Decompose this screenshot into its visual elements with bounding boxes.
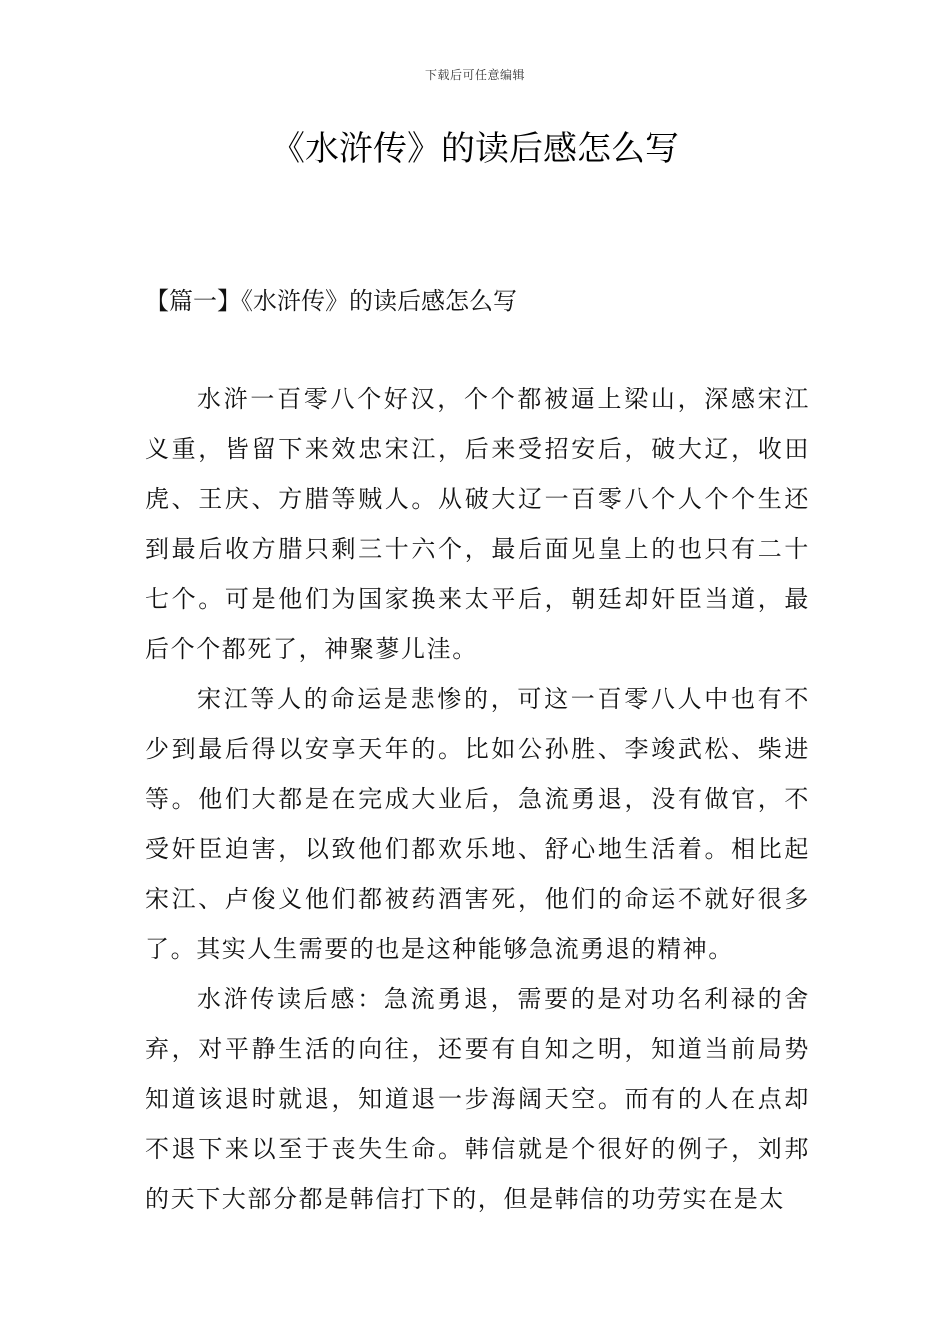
body-text — [145, 374, 810, 1224]
section-heading: 【篇一】《水浒传》的读后感怎么写 — [145, 287, 517, 315]
paragraph: 水浒传读后感：急流勇退，需要的是对功名利禄的舍弃，对平静生活的向往，还要有自知之明，知道当前局势知道该退时就退，知道退一步海阔天空。而有的人在点却不退下来以至于丧失生命。韩信就是个很好的例子，刘邦的天下大部分都是韩信打下的，但是韩信的功劳实在是太 — [145, 985, 810, 1213]
paragraph: 水浒一百零八个好汉，个个都被逼上梁山，深感宋江义重，皆留下来效忠宋江，后来受招安后，破大辽，收田虎、王庆、方腊等贼人。从破大辽一百零八个人个个生还到最后收方腊只剩三十六个，最后面见皇上的也只有二十七个。可是他们为国家换来太平后，朝廷却奸臣当道，最后个个都死了，神聚蓼儿洼。 — [145, 385, 810, 663]
header-note: 下载后可任意编辑 — [424, 68, 525, 82]
paragraph: 宋江等人的命运是悲惨的，可这一百零八人中也有不少到最后得以安享天年的。比如公孙胜、李竣武松、柴进等。他们大都是在完成大业后，急流勇退，没有做官，不受奸臣迫害，以致他们都欢乐地、舒心地生活着。相比起宋江、卢俊义他们都被药酒害死，他们的命运不就好很多了。其实人生需要的也是这种能够急流勇退的精神。 — [145, 685, 810, 963]
document-title: 《水浒传》的读后感怎么写 — [271, 129, 679, 169]
